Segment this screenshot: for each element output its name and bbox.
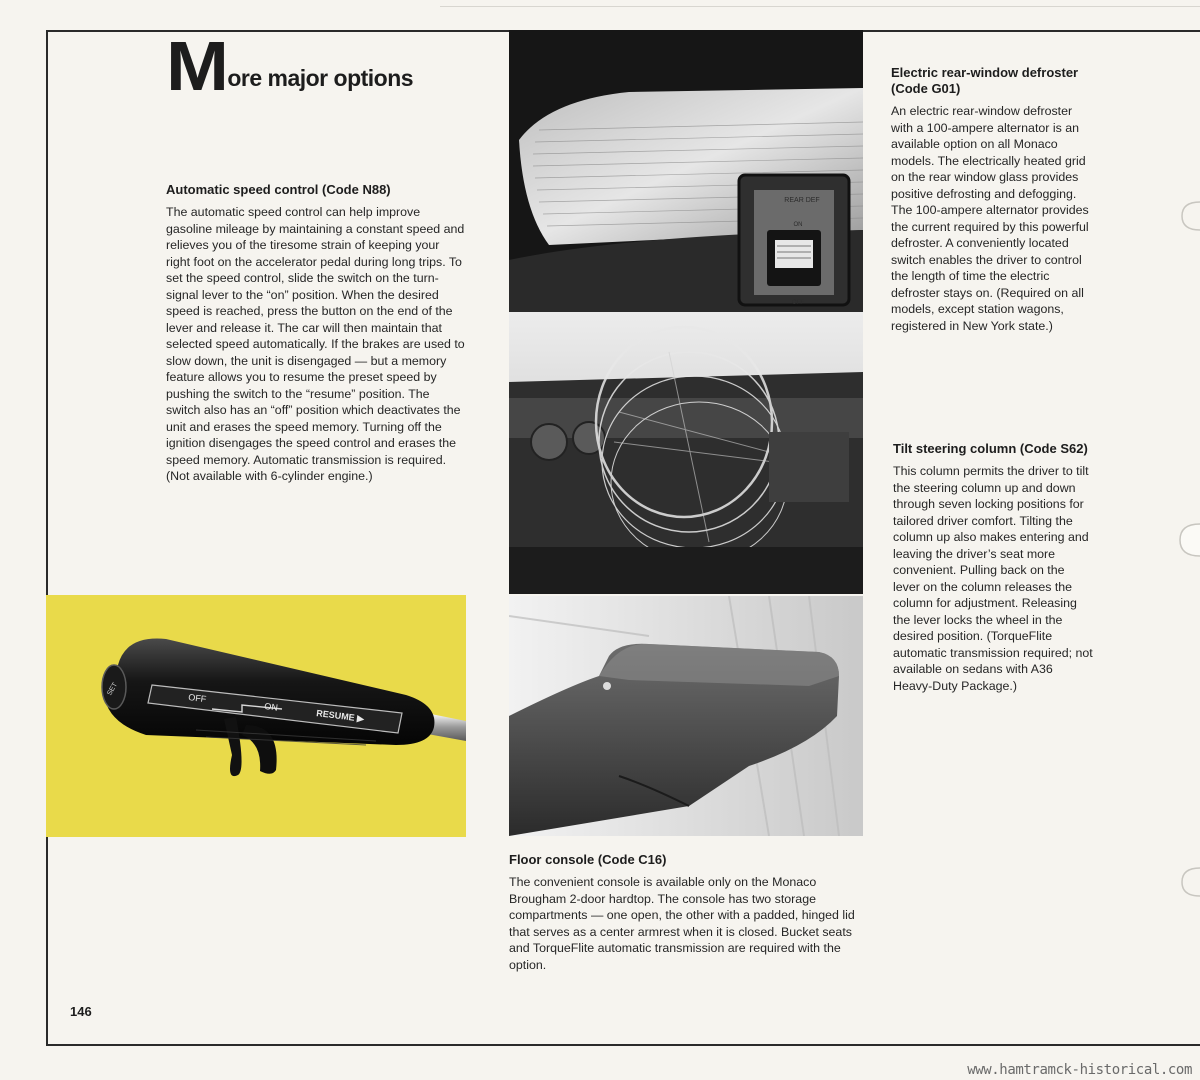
section-floor-console [509, 852, 865, 973]
defroster-body: An electric rear-window defroster with a 100-ampere alternator is an available option on all Monaco models. The electrically heated grid on the rear window glass provides positive defrosting and defogging. The 100-ampere alternator provides the current required by this powerful defroster. A conveniently located switch enables the driver to control the length of time the electric defroster stays on. (Required on all models, except station wagons, registered in New York state.) [891, 104, 1089, 333]
binder-hole-bottom [1158, 862, 1200, 902]
footer-url: www.hamtramck-historical.com [967, 1062, 1192, 1078]
photo-tilt-steering-column [509, 312, 863, 594]
speed-control-heading: Automatic speed control (Code N88) [166, 182, 391, 197]
section-tilt-steering [893, 441, 1093, 694]
console-body: The convenient console is available only on the Monaco Brougham 2-door hardtop. The console has two storage compartments — one open, the other with a padded, hinged lid that serves as a center armrest when it is closed. Bucket seats and TorqueFlite automatic transmission are required with the option. [509, 875, 855, 972]
page-title [166, 27, 414, 105]
lever-set-label: SET [106, 681, 120, 697]
title-rest: ore major options [227, 65, 414, 91]
lever-on-label: ON [263, 701, 279, 713]
section-defroster [891, 65, 1091, 334]
binder-hole-middle [1158, 520, 1200, 560]
section-speed-control [166, 182, 466, 485]
binder-hole-top [1158, 196, 1200, 236]
top-rule [440, 6, 1200, 7]
photo-speed-control-lever [46, 595, 466, 837]
defroster-heading: Electric rear-window defroster (Code G01) [891, 65, 1079, 96]
photo-rear-window-defroster [509, 30, 863, 312]
tilt-heading: Tilt steering column (Code S62) [893, 441, 1088, 456]
tilt-body: This column permits the driver to tilt the steering column up and down through seven locking positions for tailored driver comfort. Tilting the column up also makes entering and leaving the driver’s seat more convenient. Pulling back on the lever on the column releases the column for adjustment. Releasing the lever locks the wheel in the desired position. (TorqueFlite automatic transmission required; not available on sedans with A36 Heavy-Duty Package.) [893, 464, 1093, 693]
photo-floor-console [509, 596, 863, 836]
console-heading: Floor console (Code C16) [509, 852, 667, 867]
speed-control-body: The automatic speed control can help improve gasoline mileage by maintaining a constant speed and relieves you of the tiresome strain of keeping your right foot on the accelerator pedal during long trips. To set the speed control, slide the switch on the turn-signal lever to the “on” position. When the desired speed is reached, press the button on the end of the lever and release it. The car will then maintain that selected speed automatically. If the brakes are used to slow down, the unit is disengaged — but a memory feature allows you to resume the preset speed by pushing the switch to the “resume” position. The switch also has an “off” position which deactivates the unit and erases the speed memory. Turning off the ignition disengages the speed control and erases the speed memory. Automatic transmission is required. (Not available with 6-cylinder engine.) [166, 205, 465, 483]
lever-resume-label: RESUME ▶ [315, 708, 365, 724]
lever-off-label: OFF [187, 692, 207, 705]
defrost-switch-top-label: REAR DEF [784, 197, 820, 204]
page-number: 146 [70, 1004, 92, 1019]
defrost-switch-on-label: ON [793, 222, 803, 228]
defrost-switch-off-label: OFF [792, 300, 804, 306]
title-initial: M [166, 27, 226, 105]
